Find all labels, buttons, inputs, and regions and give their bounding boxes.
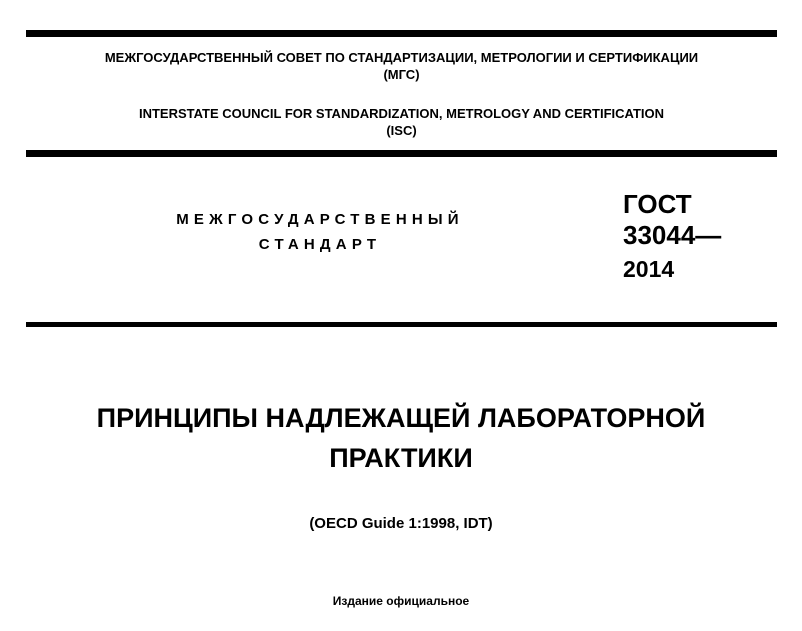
council-en-name: INTERSTATE COUNCIL FOR STANDARDIZATION, METROLOGY AND CERTIFICATION <box>138 106 665 121</box>
bottom-rule <box>26 322 777 327</box>
middle-rule <box>26 150 777 157</box>
edition-note: Издание официальное <box>332 594 470 608</box>
gost-number: 33044— <box>623 220 722 250</box>
council-russian <box>26 49 777 83</box>
document-title-line1: ПРИНЦИПЫ НАДЛЕЖАЩЕЙ ЛАБОРАТОРНОЙ <box>96 403 706 433</box>
gost-label: ГОСТ <box>623 189 692 219</box>
document-title-line2: ПРАКТИКИ <box>329 443 473 473</box>
council-ru-name: МЕЖГОСУДАРСТВЕННЫЙ СОВЕТ ПО СТАНДАРТИЗАЦИИ, МЕТРОЛОГИИ И СЕРТИФИКАЦИИ <box>104 50 699 65</box>
standard-type-line2: СТАНДАРТ <box>258 236 382 253</box>
adoption-reference: (OECD Guide 1:1998, IDT) <box>309 515 493 532</box>
top-rule <box>26 30 777 37</box>
council-english <box>26 105 777 139</box>
standard-type-line1: МЕЖГОСУДАРСТВЕННЫЙ <box>176 211 464 228</box>
gost-year: 2014 <box>623 256 675 282</box>
council-ru-abbr: (МГС) <box>383 67 420 82</box>
council-en-abbr: (ISC) <box>386 123 417 138</box>
